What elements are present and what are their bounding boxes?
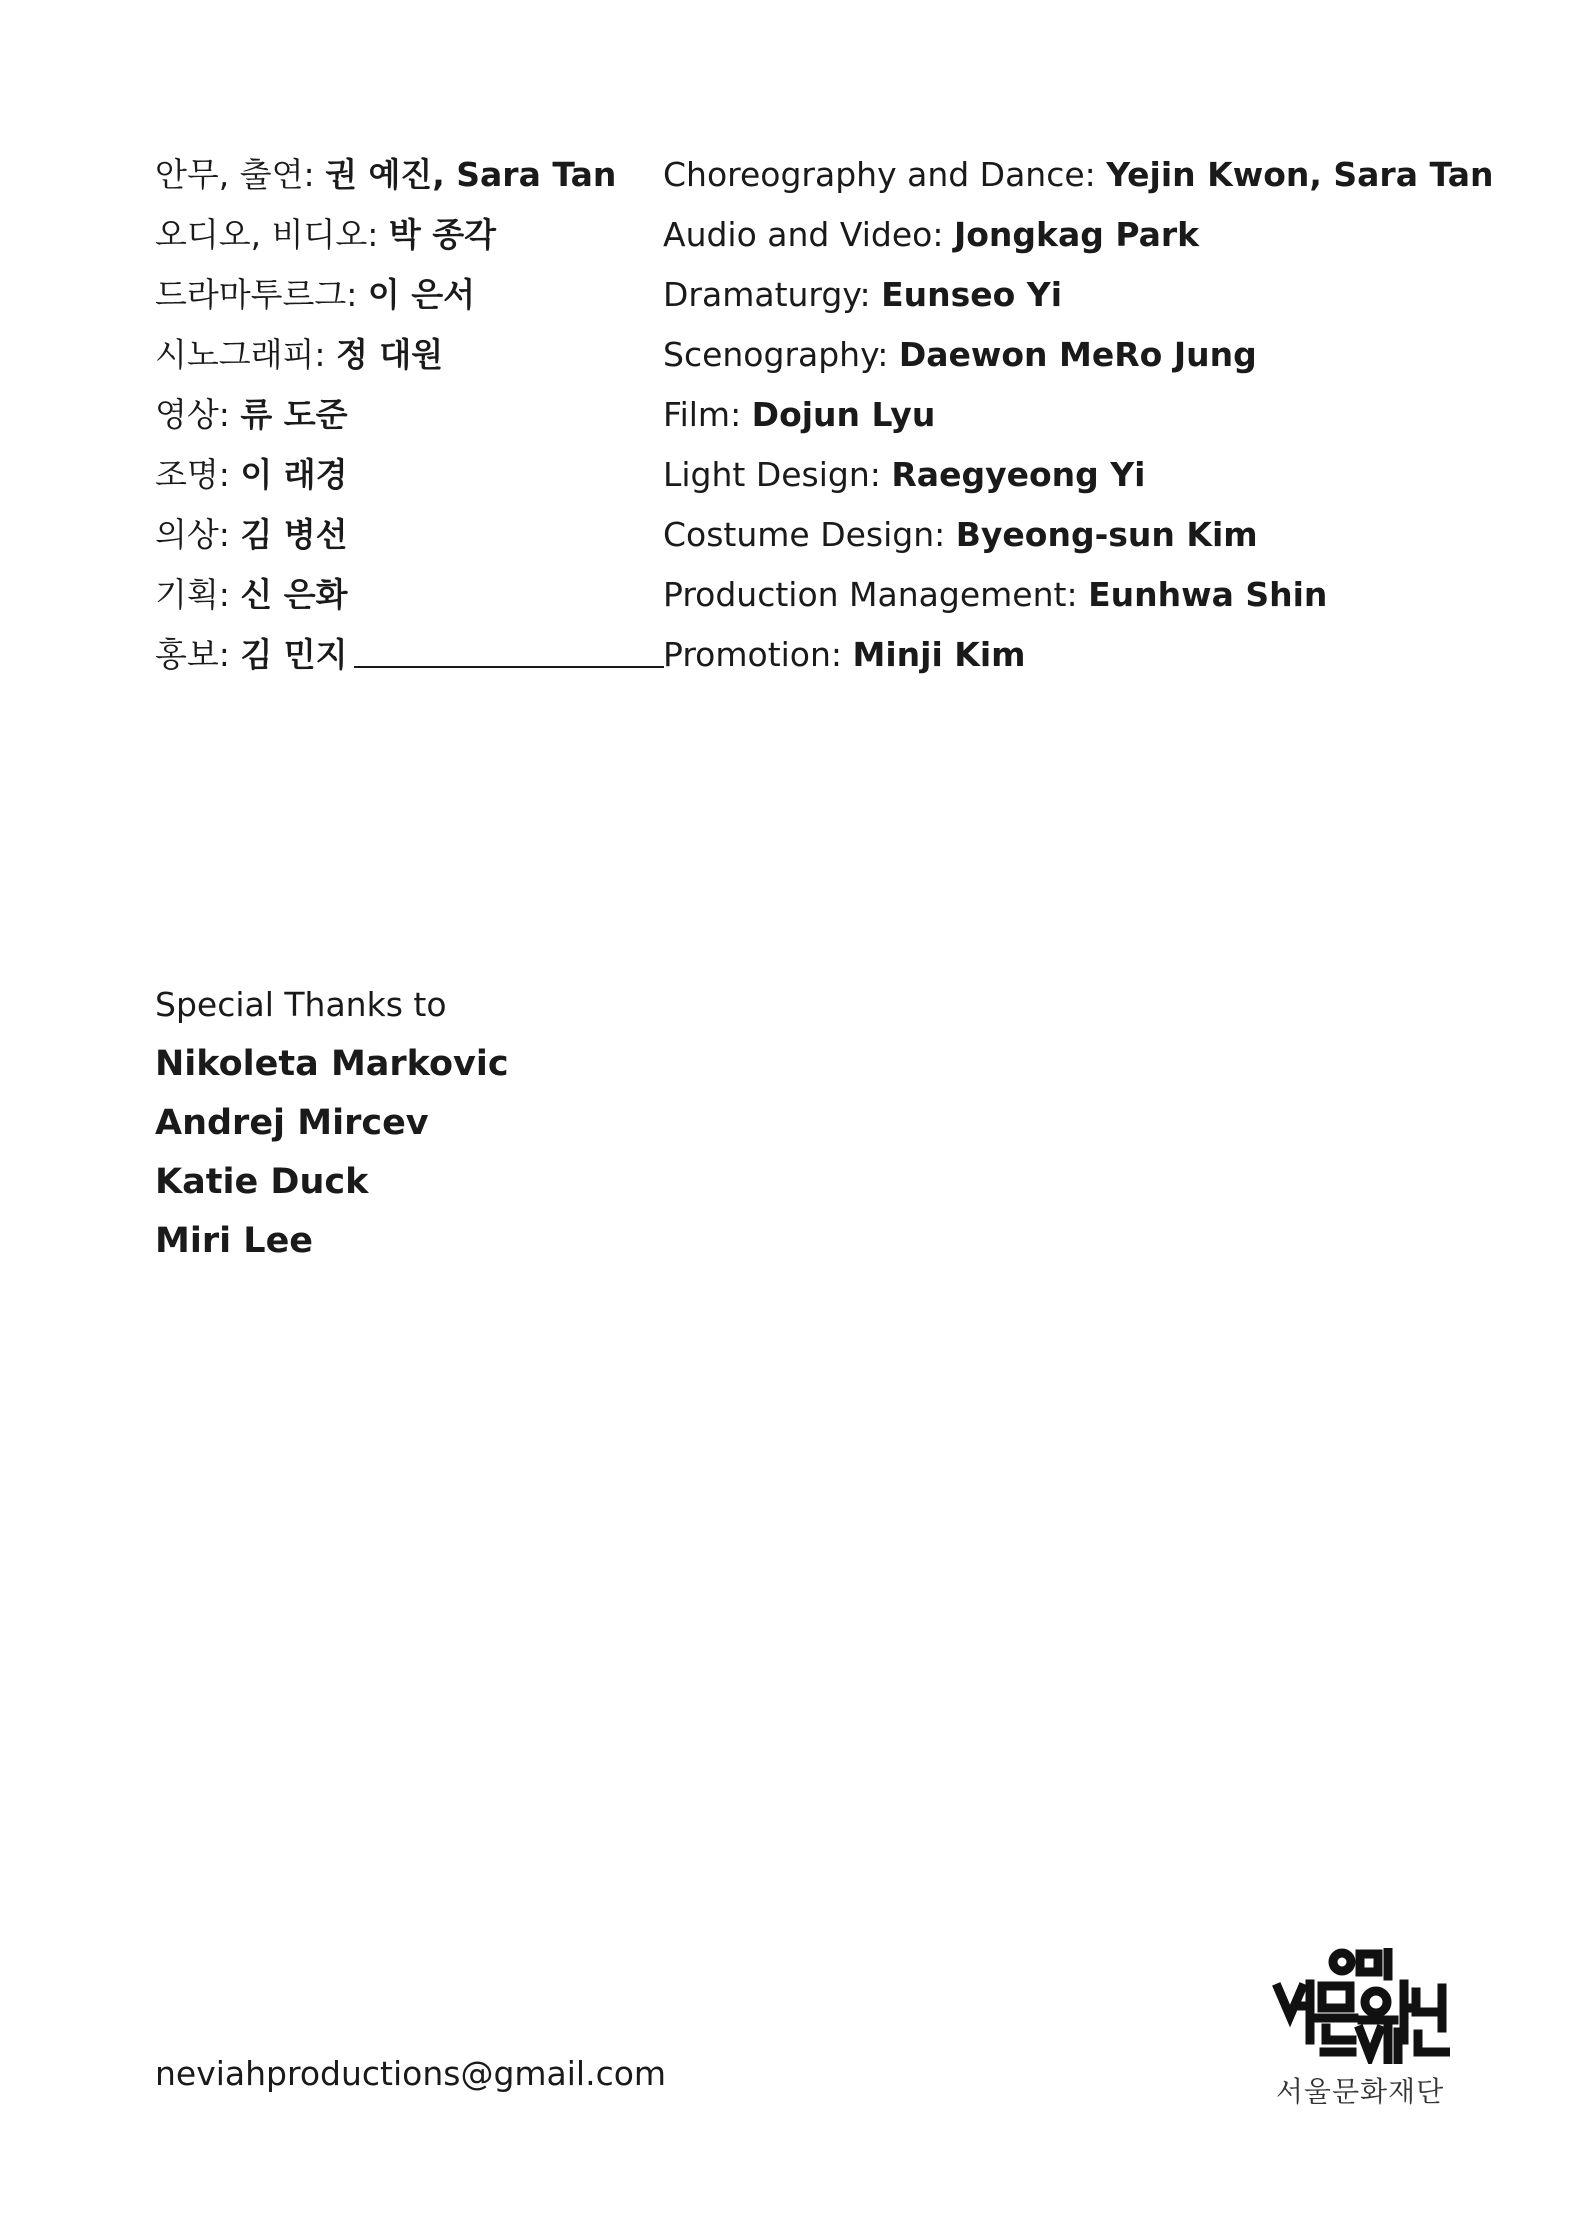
- credit-name: Byeong-sun Kim: [955, 515, 1258, 554]
- credit-line: [663, 625, 1563, 685]
- credit-line: [663, 385, 1563, 445]
- sfac-logo-text: 서울문화재단: [1275, 2075, 1445, 2108]
- credit-line: [155, 325, 665, 385]
- credit-name: Daewon MeRo Jung: [898, 335, 1257, 374]
- credit-name: Yejin Kwon, Sara Tan: [1106, 155, 1494, 194]
- credit-name: 신 은화: [240, 575, 348, 614]
- special-thanks-title: Special Thanks to: [155, 985, 447, 1024]
- credit-role: 드라마투르그:: [155, 275, 368, 314]
- credit-name: 박 종각: [388, 215, 496, 254]
- credit-line: [663, 565, 1563, 625]
- credit-role: 기획:: [155, 575, 241, 614]
- contact-email: neviahproductions@gmail.com: [155, 2054, 667, 2093]
- credit-role: 의상:: [155, 515, 241, 554]
- divider-rule: [354, 666, 664, 668]
- credit-line: [155, 505, 665, 565]
- credit-role: Promotion:: [663, 635, 853, 674]
- credit-line: [663, 325, 1563, 385]
- thanks-name: Miri Lee: [155, 1221, 314, 1261]
- credit-role: Light Design:: [663, 455, 892, 494]
- credit-name: 김 병선: [240, 515, 348, 554]
- credit-line: [663, 445, 1563, 505]
- credit-role: 조명:: [155, 455, 241, 494]
- credit-name: Eunseo Yi: [881, 275, 1063, 314]
- credit-name: 정 대원: [336, 335, 444, 374]
- credit-name: Raegyeong Yi: [891, 455, 1146, 494]
- credit-role: 홍보:: [155, 635, 241, 674]
- credit-role: Production Management:: [663, 575, 1089, 614]
- credit-role: 영상:: [155, 395, 241, 434]
- thanks-name: Nikoleta Markovic: [155, 1044, 509, 1084]
- credit-name: Dojun Lyu: [751, 395, 936, 434]
- credit-name: 김 민지: [240, 635, 348, 674]
- credit-line: [155, 565, 665, 625]
- credit-name: Jongkag Park: [953, 215, 1200, 254]
- credit-name: 류 도준: [240, 395, 348, 434]
- credit-role: Dramaturgy:: [663, 275, 882, 314]
- credit-role: Film:: [663, 395, 752, 434]
- credit-name: 권 예진, Sara Tan: [325, 155, 617, 194]
- sfac-logo: [1270, 1948, 1450, 2110]
- credit-role: Scenography:: [663, 335, 899, 374]
- thanks-name: Katie Duck: [155, 1162, 369, 1202]
- credit-line: [155, 445, 665, 505]
- credit-line: [155, 265, 665, 325]
- credit-role: Costume Design:: [663, 515, 956, 554]
- thanks-name: Andrej Mircev: [155, 1103, 429, 1143]
- credit-line: [663, 145, 1563, 205]
- credit-line: [155, 625, 665, 685]
- credit-role: Audio and Video:: [663, 215, 954, 254]
- credits-korean: [155, 145, 665, 685]
- credit-role: Choreography and Dance:: [663, 155, 1107, 194]
- credit-name: Minji Kim: [852, 635, 1026, 674]
- credits-english: [663, 145, 1563, 685]
- credit-role: 시노그래피:: [155, 335, 336, 374]
- credit-line: [663, 505, 1563, 565]
- special-thanks: [155, 975, 509, 1271]
- credit-line: [155, 205, 665, 265]
- credit-name: 이 래경: [240, 455, 348, 494]
- credit-role: 안무, 출연:: [155, 155, 326, 194]
- credit-name: 이 은서: [367, 275, 476, 314]
- credit-role: 오디오, 비디오:: [155, 215, 389, 254]
- sfac-logo-mark-icon: [1270, 1948, 1450, 2064]
- credit-line: [155, 385, 665, 445]
- credit-name: Eunhwa Shin: [1088, 575, 1328, 614]
- credit-line: [155, 145, 665, 205]
- credit-line: [663, 265, 1563, 325]
- credit-line: [663, 205, 1563, 265]
